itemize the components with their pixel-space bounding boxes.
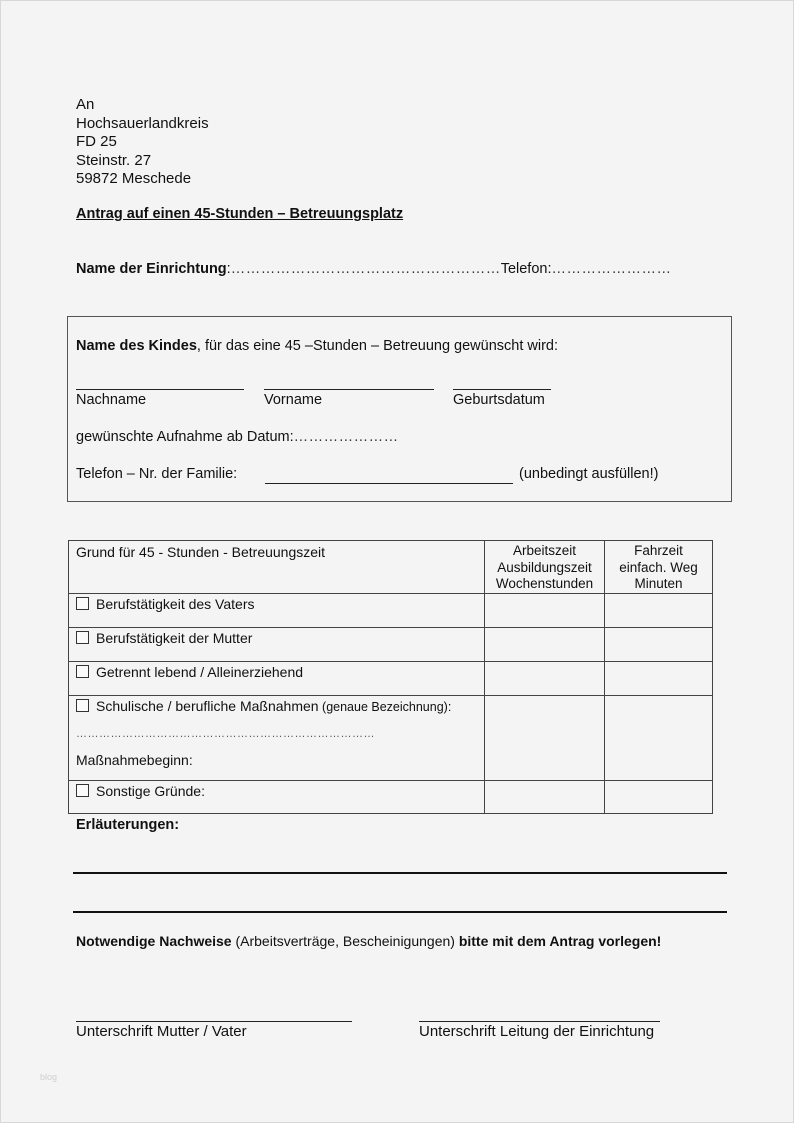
einrichtung-telefon-field[interactable]: …………………… xyxy=(551,261,672,277)
table-row xyxy=(69,593,713,627)
reason-label: Getrennt lebend / Alleinerziehend xyxy=(96,663,304,680)
document-title: Antrag auf einen 45-Stunden – Betreuungsplatz xyxy=(76,206,404,222)
erlaeuterungen-line-1[interactable] xyxy=(73,872,727,874)
child-heading xyxy=(76,338,558,354)
checkbox-getrennt[interactable] xyxy=(76,665,89,678)
familie-telefon-field[interactable] xyxy=(265,483,513,484)
address-line: Hochsauerlandkreis xyxy=(76,114,209,132)
checkbox-massnahmen[interactable] xyxy=(76,699,89,712)
table-row xyxy=(69,627,713,661)
header-fahrzeit-line: einfach. Weg xyxy=(619,559,698,575)
nachweis-note xyxy=(76,933,661,949)
header-arbeitszeit xyxy=(485,541,605,594)
address-line: An xyxy=(76,96,95,113)
header-fahrzeit-line: Fahrzeit xyxy=(634,543,683,558)
child-info-box xyxy=(67,316,732,502)
fahrzeit-cell[interactable] xyxy=(605,593,713,627)
address-line: 59872 Meschede xyxy=(76,170,192,187)
reason-cell xyxy=(69,593,485,627)
nachname-field[interactable] xyxy=(76,389,244,390)
reason-label: Schulische / berufliche Maßnahmen xyxy=(96,697,319,714)
nachname-label: Nachname xyxy=(76,392,147,408)
reason-cell xyxy=(69,780,485,813)
arbeitszeit-cell[interactable] xyxy=(485,695,605,780)
geburtsdatum-label: Geburtsdatum xyxy=(453,392,545,408)
reasons-table xyxy=(68,540,713,814)
table-row xyxy=(69,780,713,813)
familie-telefon-label: Telefon – Nr. der Familie: xyxy=(76,466,238,482)
erlaeuterungen-label: Erläuterungen: xyxy=(76,817,180,833)
fahrzeit-cell[interactable] xyxy=(605,695,713,780)
massnahme-description-field[interactable]: …………………………………………………………………… xyxy=(76,727,375,740)
address-line: Steinstr. 27 xyxy=(76,151,152,169)
checkbox-sonstige[interactable] xyxy=(76,784,89,797)
table-row xyxy=(69,661,713,695)
fahrzeit-cell[interactable] xyxy=(605,627,713,661)
signature-leitung-label: Unterschrift Leitung der Einrichtung xyxy=(419,1023,655,1040)
nachweis-bold-2: bitte mit dem Antrag vorlegen! xyxy=(458,933,662,949)
massnahmebeginn-label: Maßnahmebeginn: xyxy=(76,751,193,768)
familie-telefon-note: (unbedingt ausfüllen!) xyxy=(519,466,659,482)
child-heading-bold: Name des Kindes xyxy=(76,338,197,354)
nachweis-bold: Notwendige Nachweise xyxy=(76,933,232,949)
einrichtung-telefon-label: Telefon: xyxy=(500,261,552,277)
table-row xyxy=(69,695,713,780)
reason-label-small: (genaue Bezeichnung): xyxy=(318,699,452,714)
reason-label: Sonstige Gründe: xyxy=(96,782,205,799)
address-line: FD 25 xyxy=(76,133,117,150)
aufnahme-label: gewünschte Aufnahme ab Datum: xyxy=(76,429,294,445)
checkbox-vater[interactable] xyxy=(76,597,89,610)
reason-cell xyxy=(69,627,485,661)
reason-cell xyxy=(69,695,485,780)
header-arbeitszeit-line: Wochenstunden xyxy=(495,576,594,591)
fahrzeit-cell[interactable] xyxy=(605,661,713,695)
header-arbeitszeit-line: Arbeitszeit xyxy=(512,543,577,558)
arbeitszeit-cell[interactable] xyxy=(485,780,605,813)
header-fahrzeit xyxy=(605,541,713,594)
signature-parent-label: Unterschrift Mutter / Vater xyxy=(76,1023,247,1040)
einrichtung-line xyxy=(76,261,672,277)
header-arbeitszeit-line: Ausbildungszeit xyxy=(497,559,592,575)
vorname-label: Vorname xyxy=(264,392,323,408)
reason-label: Berufstätigkeit der Mutter xyxy=(96,629,253,646)
aufnahme-date-field[interactable]: ………………… xyxy=(293,429,399,445)
header-grund: Grund für 45 - Stunden - Betreuungszeit xyxy=(69,541,485,594)
arbeitszeit-cell[interactable] xyxy=(485,661,605,695)
einrichtung-colon: : xyxy=(226,261,231,277)
header-fahrzeit-line: Minuten xyxy=(634,576,683,591)
checkbox-mutter[interactable] xyxy=(76,631,89,644)
signature-leitung-field[interactable] xyxy=(419,1021,660,1022)
fahrzeit-cell[interactable] xyxy=(605,780,713,813)
child-heading-rest: , für das eine 45 –Stunden – Betreuung gewünscht wird: xyxy=(196,338,559,354)
reason-label: Berufstätigkeit des Vaters xyxy=(96,595,255,612)
table-header-row xyxy=(69,541,713,594)
erlaeuterungen-line-2[interactable] xyxy=(73,911,727,913)
geburtsdatum-field[interactable] xyxy=(453,389,551,390)
watermark: blog xyxy=(40,1072,58,1082)
address-block xyxy=(76,96,209,189)
nachweis-normal: (Arbeitsverträge, Bescheinigungen) xyxy=(231,933,459,949)
einrichtung-label: Name der Einrichtung xyxy=(76,261,227,277)
signature-parent-field[interactable] xyxy=(76,1021,352,1022)
aufnahme-line xyxy=(76,429,399,445)
arbeitszeit-cell[interactable] xyxy=(485,627,605,661)
vorname-field[interactable] xyxy=(264,389,434,390)
reason-cell xyxy=(69,661,485,695)
einrichtung-name-field[interactable]: ……………………………………………… xyxy=(230,261,501,277)
arbeitszeit-cell[interactable] xyxy=(485,593,605,627)
